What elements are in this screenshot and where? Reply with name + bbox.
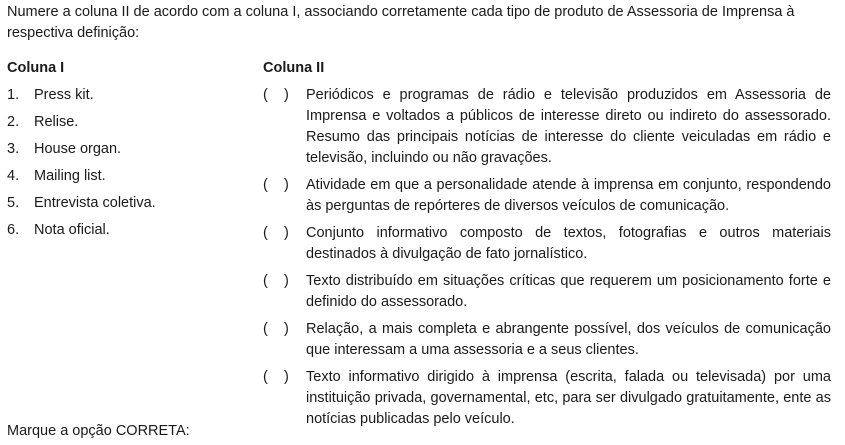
column-1-item [7,220,247,247]
item-number: 6. [7,222,20,238]
definition-row [263,271,831,313]
definition-text: Texto informativo dirigido à imprensa (escrita, falada ou televisada) por uma instituição privada, governamental, etc, para ser divulgado gratuitamente, ente as notícias publicadas pelo veículo. [306,369,831,427]
definition-text: Atividade em que a personalidade atende à imprensa em conjunto, respondendo às perguntas de repórteres de diversos veículos de comunicação. [306,177,831,214]
item-label: Entrevista coletiva. [34,195,156,211]
item-label: Press kit. [34,87,94,103]
column-1-item [7,139,247,166]
item-number: 3. [7,141,20,157]
column-1-item [7,85,247,112]
item-number: 2. [7,114,20,130]
column-1-item [7,112,247,139]
question-statement: Numere a coluna II de acordo com a coluna I, associando corretamente cada tipo de produto de Assessoria de Imprensa à respectiva definição: [7,4,795,41]
answer-blank[interactable]: ( ) [263,225,289,241]
definition-text: Texto distribuído em situações críticas que requerem um posicionamento forte e definido do assessorado. [306,273,831,310]
column-2 [263,58,831,436]
answer-prompt: Marque a opção CORRETA: [7,423,190,439]
definition-row [263,223,831,265]
answer-blank[interactable]: ( ) [263,321,289,337]
definition-row [263,175,831,217]
definition-text: Relação, a mais completa e abrangente possível, dos veículos de comunicação que interessam a uma assessoria e a seus clientes. [306,321,831,358]
column-1-heading: Coluna I [7,60,65,76]
item-number: 1. [7,87,20,103]
definition-row [263,85,831,169]
column-1 [7,58,247,247]
definition-text: Periódicos e programas de rádio e televisão produzidos em Assessoria de Imprensa e voltados a públicos de interesse direto ou indireto do assessorado. Resumo das principais notícias de interesse do cliente veiculadas em rádio e televisão, incluindo ou não gravações. [306,87,831,166]
definition-row [263,367,831,430]
item-label: Nota oficial. [34,222,110,238]
item-number: 5. [7,195,20,211]
answer-blank[interactable]: ( ) [263,369,289,385]
column-1-item [7,166,247,193]
item-number: 4. [7,168,20,184]
item-label: Relise. [34,114,79,130]
definition-row [263,319,831,361]
answer-blank[interactable]: ( ) [263,273,289,289]
answer-blank[interactable]: ( ) [263,87,289,103]
answer-blank[interactable]: ( ) [263,177,289,193]
column-2-heading: Coluna II [263,60,325,76]
definition-text: Conjunto informativo composto de textos, fotografias e outros materiais destinados à divulgação de fato jornalístico. [306,225,831,262]
column-1-item [7,193,247,220]
item-label: Mailing list. [34,168,106,184]
item-label: House organ. [34,141,122,157]
